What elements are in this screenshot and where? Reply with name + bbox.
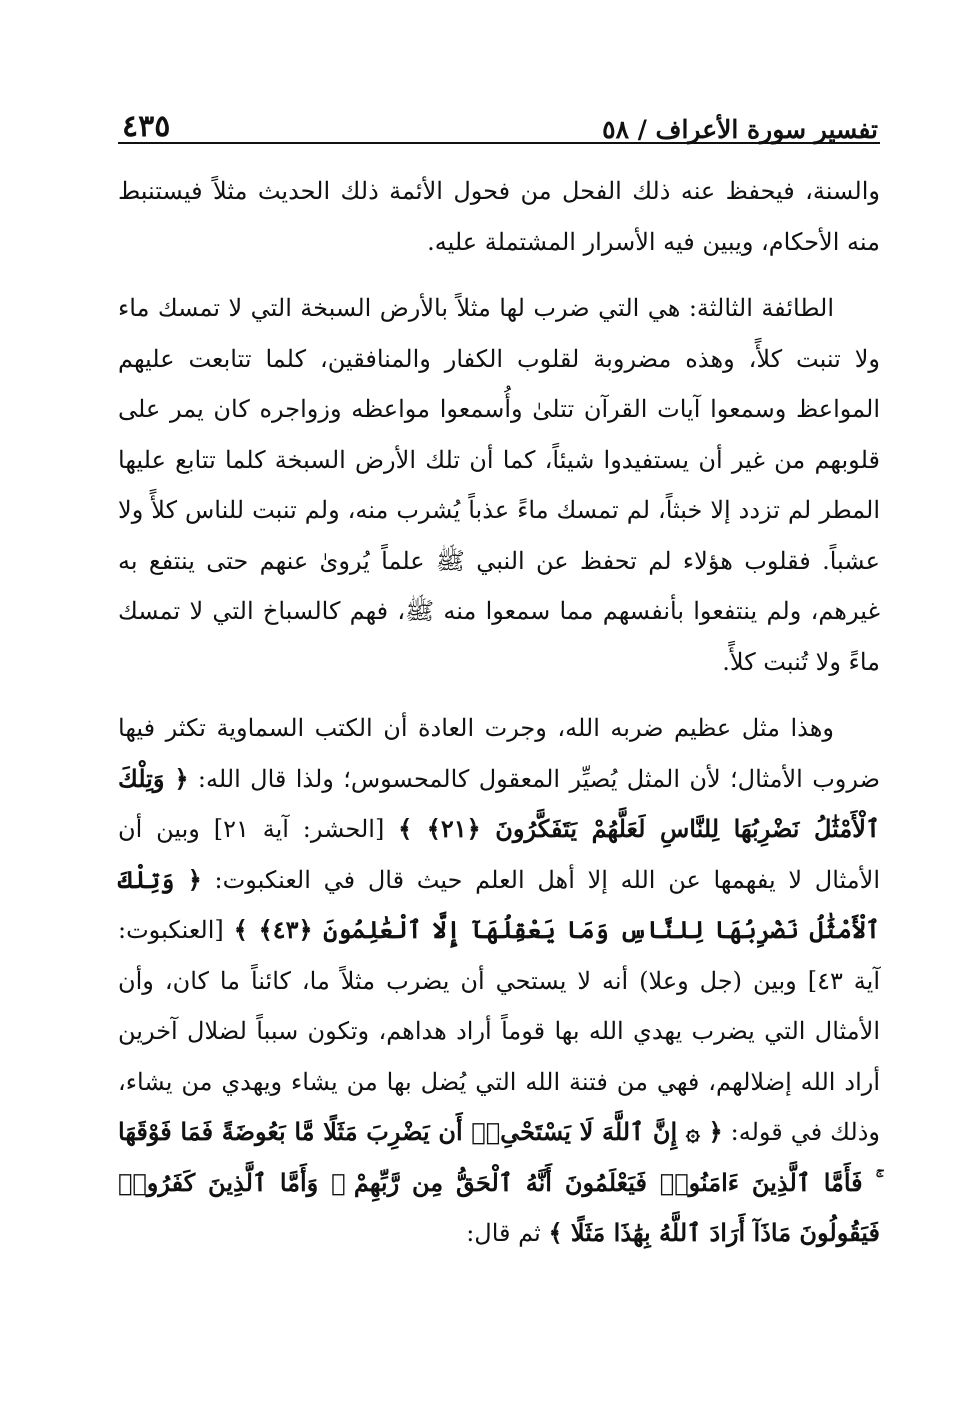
paragraph-1: والسنة، فيحفظ عنه ذلك الفحل من فحول الأئمة ذلك الحديث مثلاً فيستنبط منه الأحكام، ويبين فيه الأسرار المشتملة عليه. [118, 177, 880, 256]
paragraph-3-text-4: ثم قال: [466, 1219, 541, 1247]
paragraph-3-text-3: [العنكبوت: آية ٤٣] وبين (جل وعلا) أنه لا يستحي أن يضرب مثلاً ما، كائناً ما كان، وأن الأمثال التي يضرب يهدي الله بها قوماً أراد هداهم، وتكون سبباً لضلال آخرين أراد الله إضلالهم، فهي من فتنة الله التي يُضل بها من يشاء ويهدي من يشاء، وذلك في قوله: [118, 916, 881, 1146]
paragraph-3-text-1: وهذا مثل عظيم ضربه الله، وجرت العادة أن الكتب السماوية تكثر فيها ضروب الأمثال؛ لأن المثل يُصيِّر المعقول كالمحسوس؛ ولذا قال الله: [118, 714, 880, 793]
paragraph-3 [118, 703, 880, 1259]
running-title: تفسير سورة الأعراف / ٥٨ [602, 115, 878, 144]
quran-verse-baqarah-26: ﴿ ۞ إِنَّ ٱللَّهَ لَا يَسْتَحْىِۦٓ أَن يَضْرِبَ مَثَلًا مَّا بَعُوضَةً فَمَا فَوْقَهَا ۚ فَأَمَّا ٱلَّذِينَ ءَامَنُوا۟ فَيَعْلَمُونَ أَنَّهُ ٱلْحَقُّ مِن رَّبِّهِمْ ۖ وَأَمَّا ٱلَّذِينَ كَفَرُوا۟ فَيَقُولُونَ مَاذَآ أَرَادَ ٱللَّهُ بِهَٰذَا مَثَلًا ﴾ [118, 1117, 880, 1247]
book-page [118, 96, 880, 1259]
page-number: ٤٣٥ [122, 109, 171, 144]
running-header [118, 96, 880, 144]
page-body [118, 166, 880, 1259]
paragraph-2: الطائفة الثالثة: هي التي ضرب لها مثلاً بالأرض السبخة التي لا تمسك ماء ولا تنبت كلأً، وهذه مضروبة لقلوب الكفار والمنافقين، كلما تتابعت عليهم المواعظ وسمعوا آيات القرآن تتلىٰ وأُسمعوا مواعظه وزواجره كان يمر على قلوبهم من غير أن يستفيدوا شيئاً، كما أن تلك الأرض السبخة كلما تتابع عليها المطر لم تزدد إلا خبثاً، لم تمسك ماءً عذباً يُشرب منه، ولم تنبت للناس كلأً ولا عشباً. فقلوب هؤلاء لم تحفظ عن النبي ﷺ علماً يُروىٰ عنهم حتى ينتفع به غيرهم، ولم ينتفعوا بأنفسهم مما سمعوا منه ﷺ، فهم كالسباخ التي لا تمسك ماءً ولا تُنبت كلأً. [118, 294, 880, 676]
quran-verse-ankabut-43: ﴿ وَتِلْكَ ٱلْأَمْثَٰلُ نَضْرِبُهَا لِلنَّاسِ وَمَا يَعْقِلُهَآ إِلَّا ٱلْعَٰلِمُونَ ﴿٤٣﴾ ﴾ [118, 864, 880, 944]
paragraph-3-text-2: [الحشر: آية ٢١] وبين أن الأمثال لا يفهمها عن الله إلا أهل العلم حيث قال في العنكبوت: [118, 815, 881, 894]
quran-verse-hashr-21: ﴿ وَتِلْكَ ٱلْأَمْثَٰلُ نَضْرِبُهَا لِلنَّاسِ لَعَلَّهُمْ يَتَفَكَّرُونَ ﴿٢١﴾ ﴾ [118, 763, 881, 843]
